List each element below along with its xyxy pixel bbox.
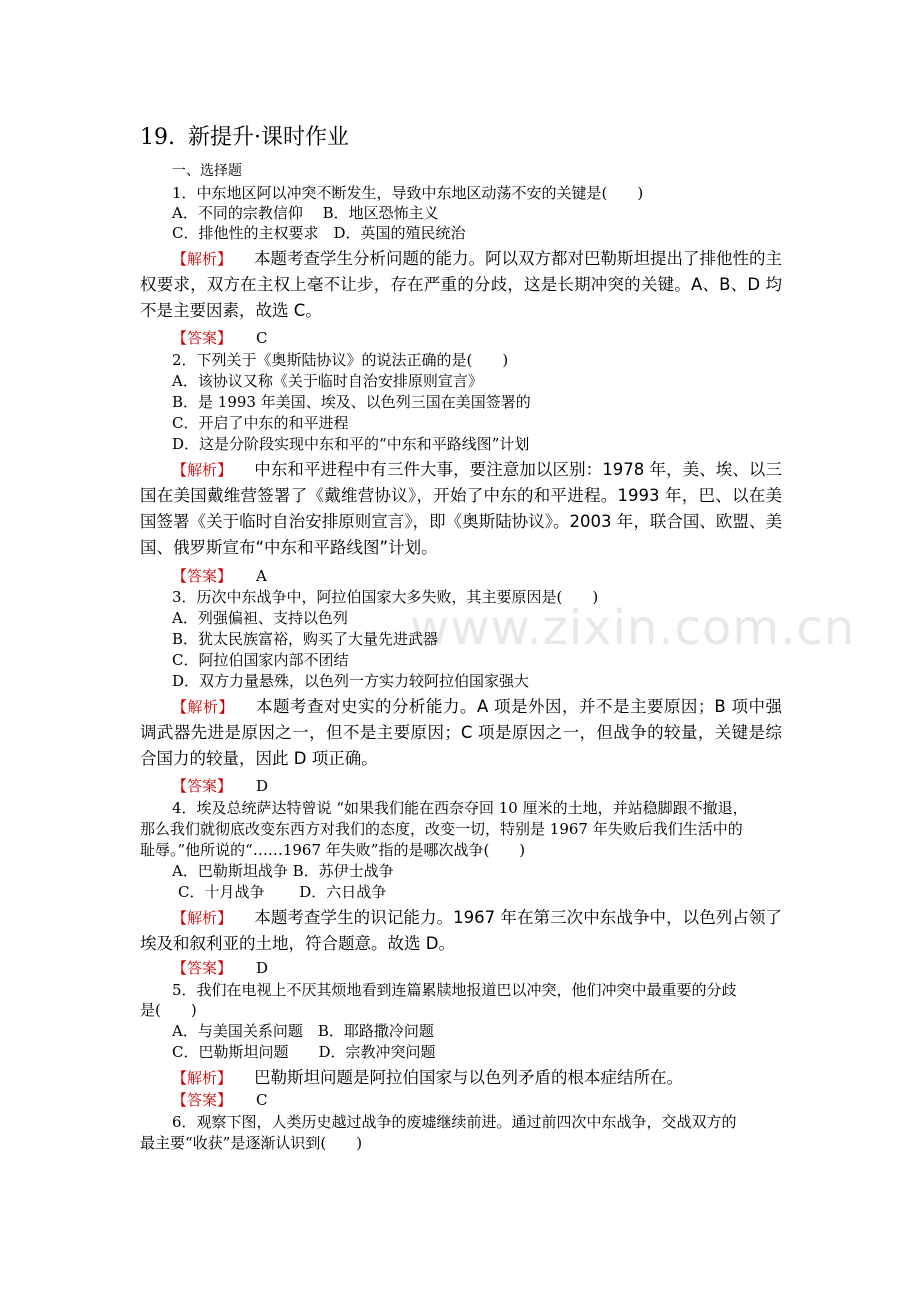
q3-option-d: D．双方力量悬殊，以色列一方实力较阿拉伯国家强大: [172, 672, 530, 690]
answer-label: 【答案】: [172, 567, 233, 585]
q2-option-d: D．这是分阶段实现中东和平的“中东和平路线图”计划: [172, 435, 530, 453]
q1-answer-value: C: [256, 329, 268, 347]
q3-stem: 3．历次中东战争中，阿拉伯国家大多失败，其主要原因是( ): [172, 588, 599, 606]
q2-analysis: [140, 457, 782, 561]
answer-label: 【答案】: [172, 1091, 233, 1109]
answer-label: 【答案】: [172, 329, 233, 347]
q3-answer-value: D: [256, 777, 269, 795]
q3-answer: [172, 776, 268, 796]
page-title: [140, 124, 349, 152]
q5-options-ab: A．与美国关系问题 B．耶路撒冷问题: [172, 1022, 434, 1040]
q4-answer-value: D: [256, 959, 269, 977]
q3-option-c: C．阿拉伯国家内部不团结: [172, 651, 349, 669]
q4-stem-line3: 耻辱。”他所说的“……1967 年失败”指的是哪次战争( ): [140, 841, 526, 859]
q1-analysis: [140, 246, 782, 324]
title-text: 新提升·课时作业: [188, 125, 349, 150]
q4-options-cd: C．十月战争 D．六日战争: [178, 883, 387, 901]
q2-stem: 2．下列关于《奥斯陆协议》的说法正确的是( ): [172, 351, 509, 369]
q3-option-b: B．犹太民族富裕，购买了大量先进武器: [172, 630, 439, 648]
q3-analysis-text: 本题考查对史实的分析能力。A 项是外因，并不是主要原因；B 项中强调武器先进是原因之一，但不是主要原因；C 项是原因之一，但战争的较量，关键是综合国力的较量，因此 D 项正确。: [140, 697, 782, 768]
q1-options-cd: C．排他性的主权要求 D．英国的殖民统治: [172, 224, 466, 242]
q4-stem-line2: 那么我们就彻底改变东西方对我们的态度，改变一切，特别是 1967 年失败后我们生活中的: [140, 820, 743, 838]
answer-label: 【答案】: [172, 777, 233, 795]
q1-options-ab: A．不同的宗教信仰 B．地区恐怖主义: [172, 204, 439, 222]
q2-option-c: C．开启了中东的和平进程: [172, 414, 349, 432]
q2-answer: [172, 566, 267, 586]
q2-answer-value: A: [256, 567, 267, 585]
analysis-label: 【解析】: [172, 698, 234, 716]
q5-answer-value: C: [256, 1091, 268, 1109]
q4-options-ab: A．巴勒斯坦战争 B．苏伊士战争: [172, 862, 394, 880]
q5-options-cd: C．巴勒斯坦问题 D．宗教冲突问题: [172, 1043, 436, 1061]
q5-answer: [172, 1090, 268, 1110]
q5-stem-line1: 5．我们在电视上不厌其烦地看到连篇累牍地报道巴以冲突，他们冲突中最重要的分歧: [172, 981, 737, 999]
q4-answer: [172, 958, 268, 978]
analysis-label: 【解析】: [172, 1069, 233, 1087]
q2-option-b: B．是 1993 年美国、埃及、以色列三国在美国签署的: [172, 393, 531, 411]
section-heading: 一、选择题: [172, 163, 242, 179]
title-number: 19.: [140, 125, 175, 150]
q2-analysis-text: 中东和平进程中有三件大事，要注意加以区别：1978 年，美、埃、以三国在美国戴维营签署了《戴维营协议》，开始了中东的和平进程。1993 年，巴、以在美国签署《关于临时自治安排原则宣言》，即《奥斯陆协议》。2003 年，联合国、欧盟、美国、俄罗斯宣布“中东和平路线图”计划。: [140, 460, 782, 557]
q6-stem-line2: 最主要“收获”是逐渐认识到( ): [140, 1134, 363, 1152]
q4-analysis-text: 本题考查学生的识记能力。1967 年在第三次中东战争中，以色列占领了埃及和叙利亚的土地，符合题意。故选 D。: [140, 908, 782, 953]
q6-stem-line1: 6．观察下图，人类历史越过战争的废墟继续前进。通过前四次中东战争，交战双方的: [172, 1113, 737, 1131]
watermark: www.zixin.com.cn: [410, 600, 856, 656]
q5-analysis-text: 巴勒斯坦问题是阿拉伯国家与以色列矛盾的根本症结所在。: [254, 1068, 684, 1087]
q1-analysis-text: 本题考查学生分析问题的能力。阿以双方都对巴勒斯坦提出了排他性的主权要求，双方在主权上毫不让步，存在严重的分歧，这是长期冲突的关键。A、B、D 均不是主要因素，故选 C。: [140, 249, 783, 320]
analysis-label: 【解析】: [172, 461, 233, 479]
q1-answer: [172, 328, 268, 348]
q5-analysis: [140, 1065, 782, 1091]
q3-option-a: A．列强偏袒、支持以色列: [172, 609, 348, 627]
analysis-label: 【解析】: [172, 250, 233, 268]
analysis-label: 【解析】: [172, 909, 233, 927]
q4-analysis: [140, 905, 782, 957]
q1-stem: 1．中东地区阿以冲突不断发生，导致中东地区动荡不安的关键是( ): [172, 184, 644, 202]
answer-label: 【答案】: [172, 959, 233, 977]
q3-analysis: [140, 694, 782, 772]
q5-stem-line2: 是( ): [140, 1001, 197, 1019]
q2-option-a: A．该协议又称《关于临时自治安排原则宣言》: [172, 372, 483, 390]
q4-stem-line1: 4．埃及总统萨达特曾说 “如果我们能在西奈夺回 10 厘米的土地，并站稳脚跟不撤退，: [172, 799, 748, 817]
